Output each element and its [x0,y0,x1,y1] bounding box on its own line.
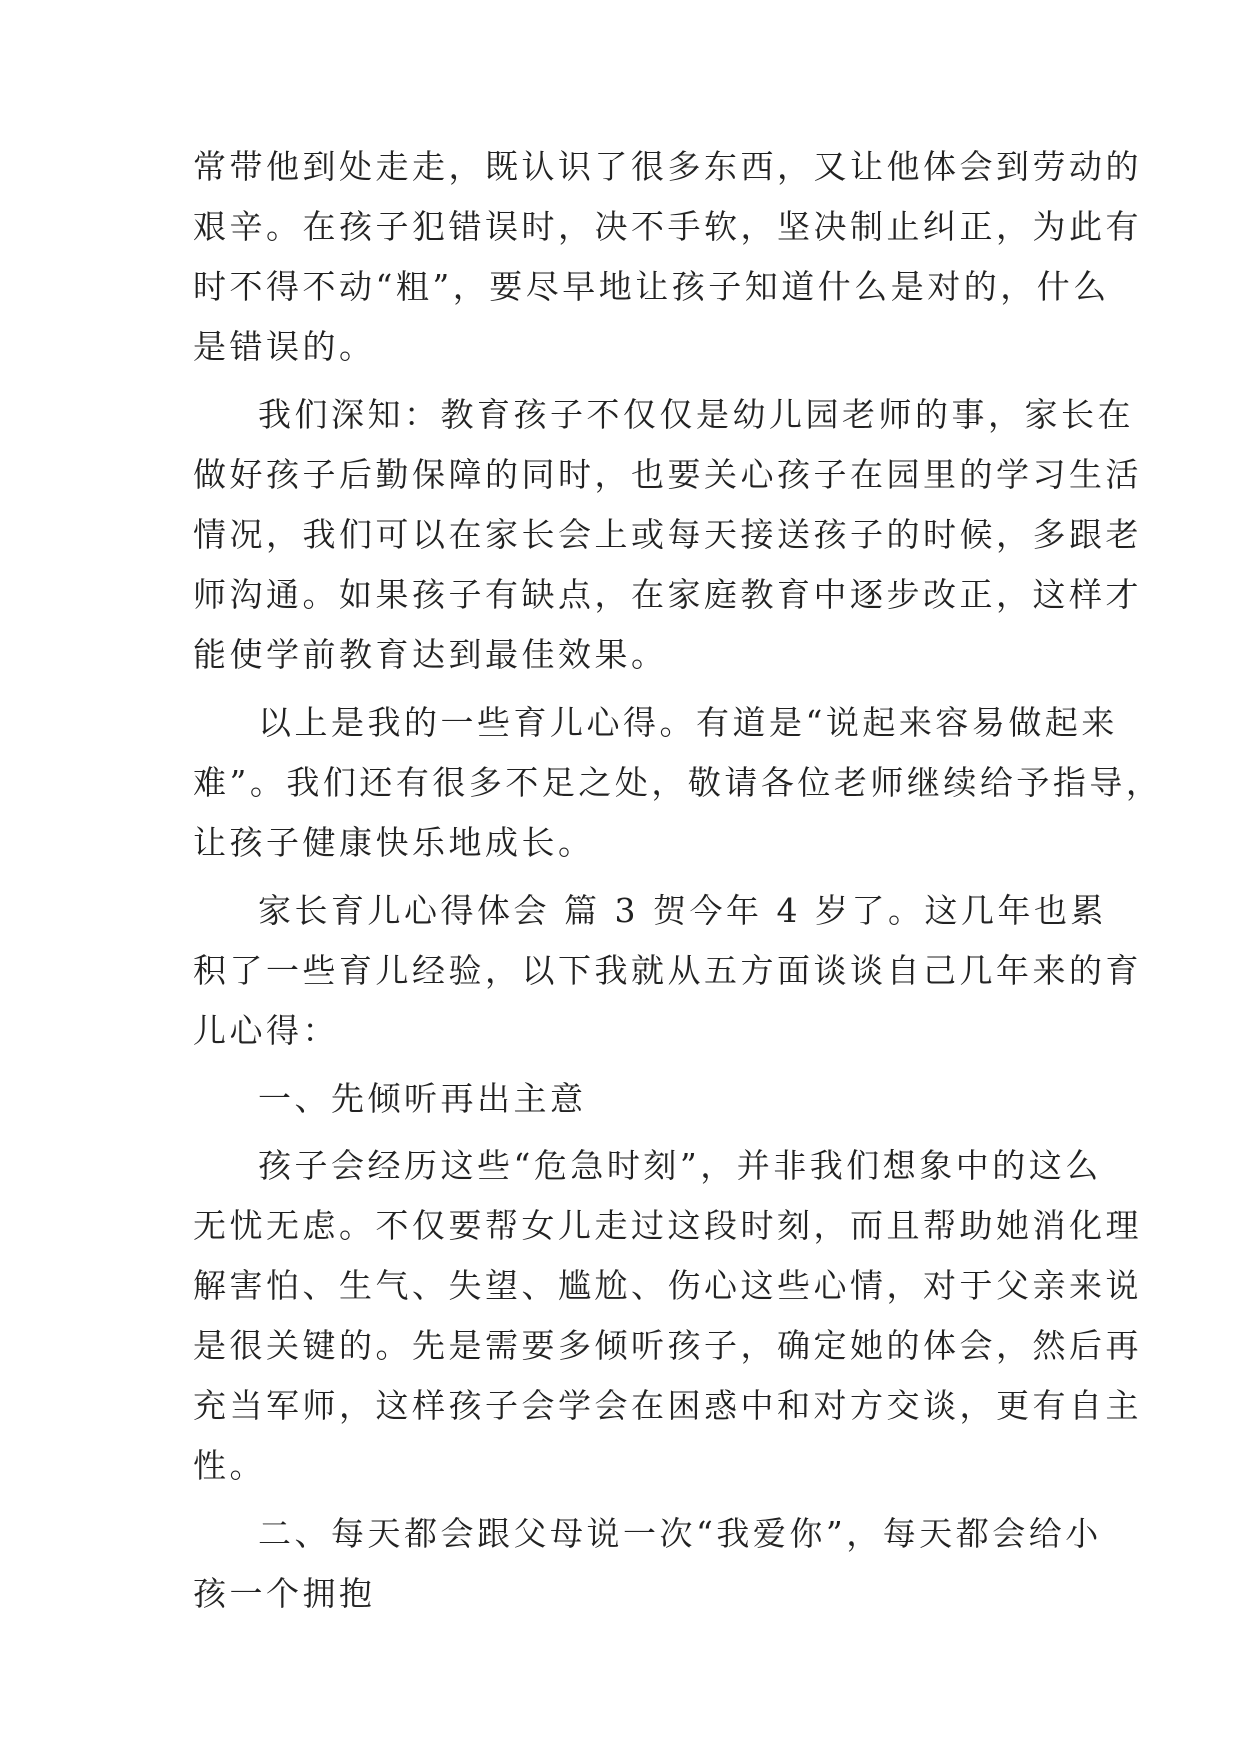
paragraph-line: 解害怕、生气、失望、尴尬、伤心这些心情，对于父亲来说 [193,1266,1142,1305]
paragraph-line: 是错误的。 [193,327,376,366]
paragraph-line: 艰辛。在孩子犯错误时，决不手软，坚决制止纠正，为此有 [193,207,1142,246]
subheading-line: 孩一个拥抱 [193,1574,376,1613]
paragraph-line: 情况，我们可以在家长会上或每天接送孩子的时候，多跟老 [193,515,1142,554]
paragraph-line: 无忧无虑。不仅要帮女儿走过这段时刻，而且帮助她消化理 [193,1206,1142,1245]
paragraph-line: 积了一些育儿经验，以下我就从五方面谈谈自己几年来的育 [193,951,1142,990]
paragraph-line: 时不得不动“粗”，要尽早地让孩子知道什么是对的，什么 [193,267,1110,306]
paragraph-line: 常带他到处走走，既认识了很多东西，又让他体会到劳动的 [193,147,1142,186]
paragraph-line: 我们深知：教育孩子不仅仅是幼儿园老师的事，家长在 [258,395,1134,434]
paragraph-line: 难”。我们还有很多不足之处，敬请各位老师继续给予指导， [193,763,1163,802]
section-heading-line: 家长育儿心得体会 篇 3 贺今年 4 岁了。这几年也累 [258,891,1107,930]
paragraph-line: 能使学前教育达到最佳效果。 [193,635,668,674]
paragraph-line: 做好孩子后勤保障的同时，也要关心孩子在园里的学习生活 [193,455,1142,494]
subheading-line: 一、先倾听再出主意 [258,1079,587,1118]
paragraph-line: 充当军师，这样孩子会学会在困惑中和对方交谈，更有自主 [193,1386,1142,1425]
paragraph-line: 性。 [193,1446,266,1485]
paragraph-line: 孩子会经历这些“危急时刻”，并非我们想象中的这么 [258,1146,1102,1185]
paragraph-line: 师沟通。如果孩子有缺点，在家庭教育中逐步改正，这样才 [193,575,1142,614]
subheading-line: 二、每天都会跟父母说一次“我爱你”，每天都会给小 [258,1514,1102,1553]
paragraph-line: 儿心得： [193,1011,339,1050]
paragraph-line: 以上是我的一些育儿心得。有道是“说起来容易做起来 [258,703,1118,742]
paragraph-line: 是很关键的。先是需要多倾听孩子，确定她的体会，然后再 [193,1326,1142,1365]
paragraph-line: 让孩子健康快乐地成长。 [193,823,595,862]
